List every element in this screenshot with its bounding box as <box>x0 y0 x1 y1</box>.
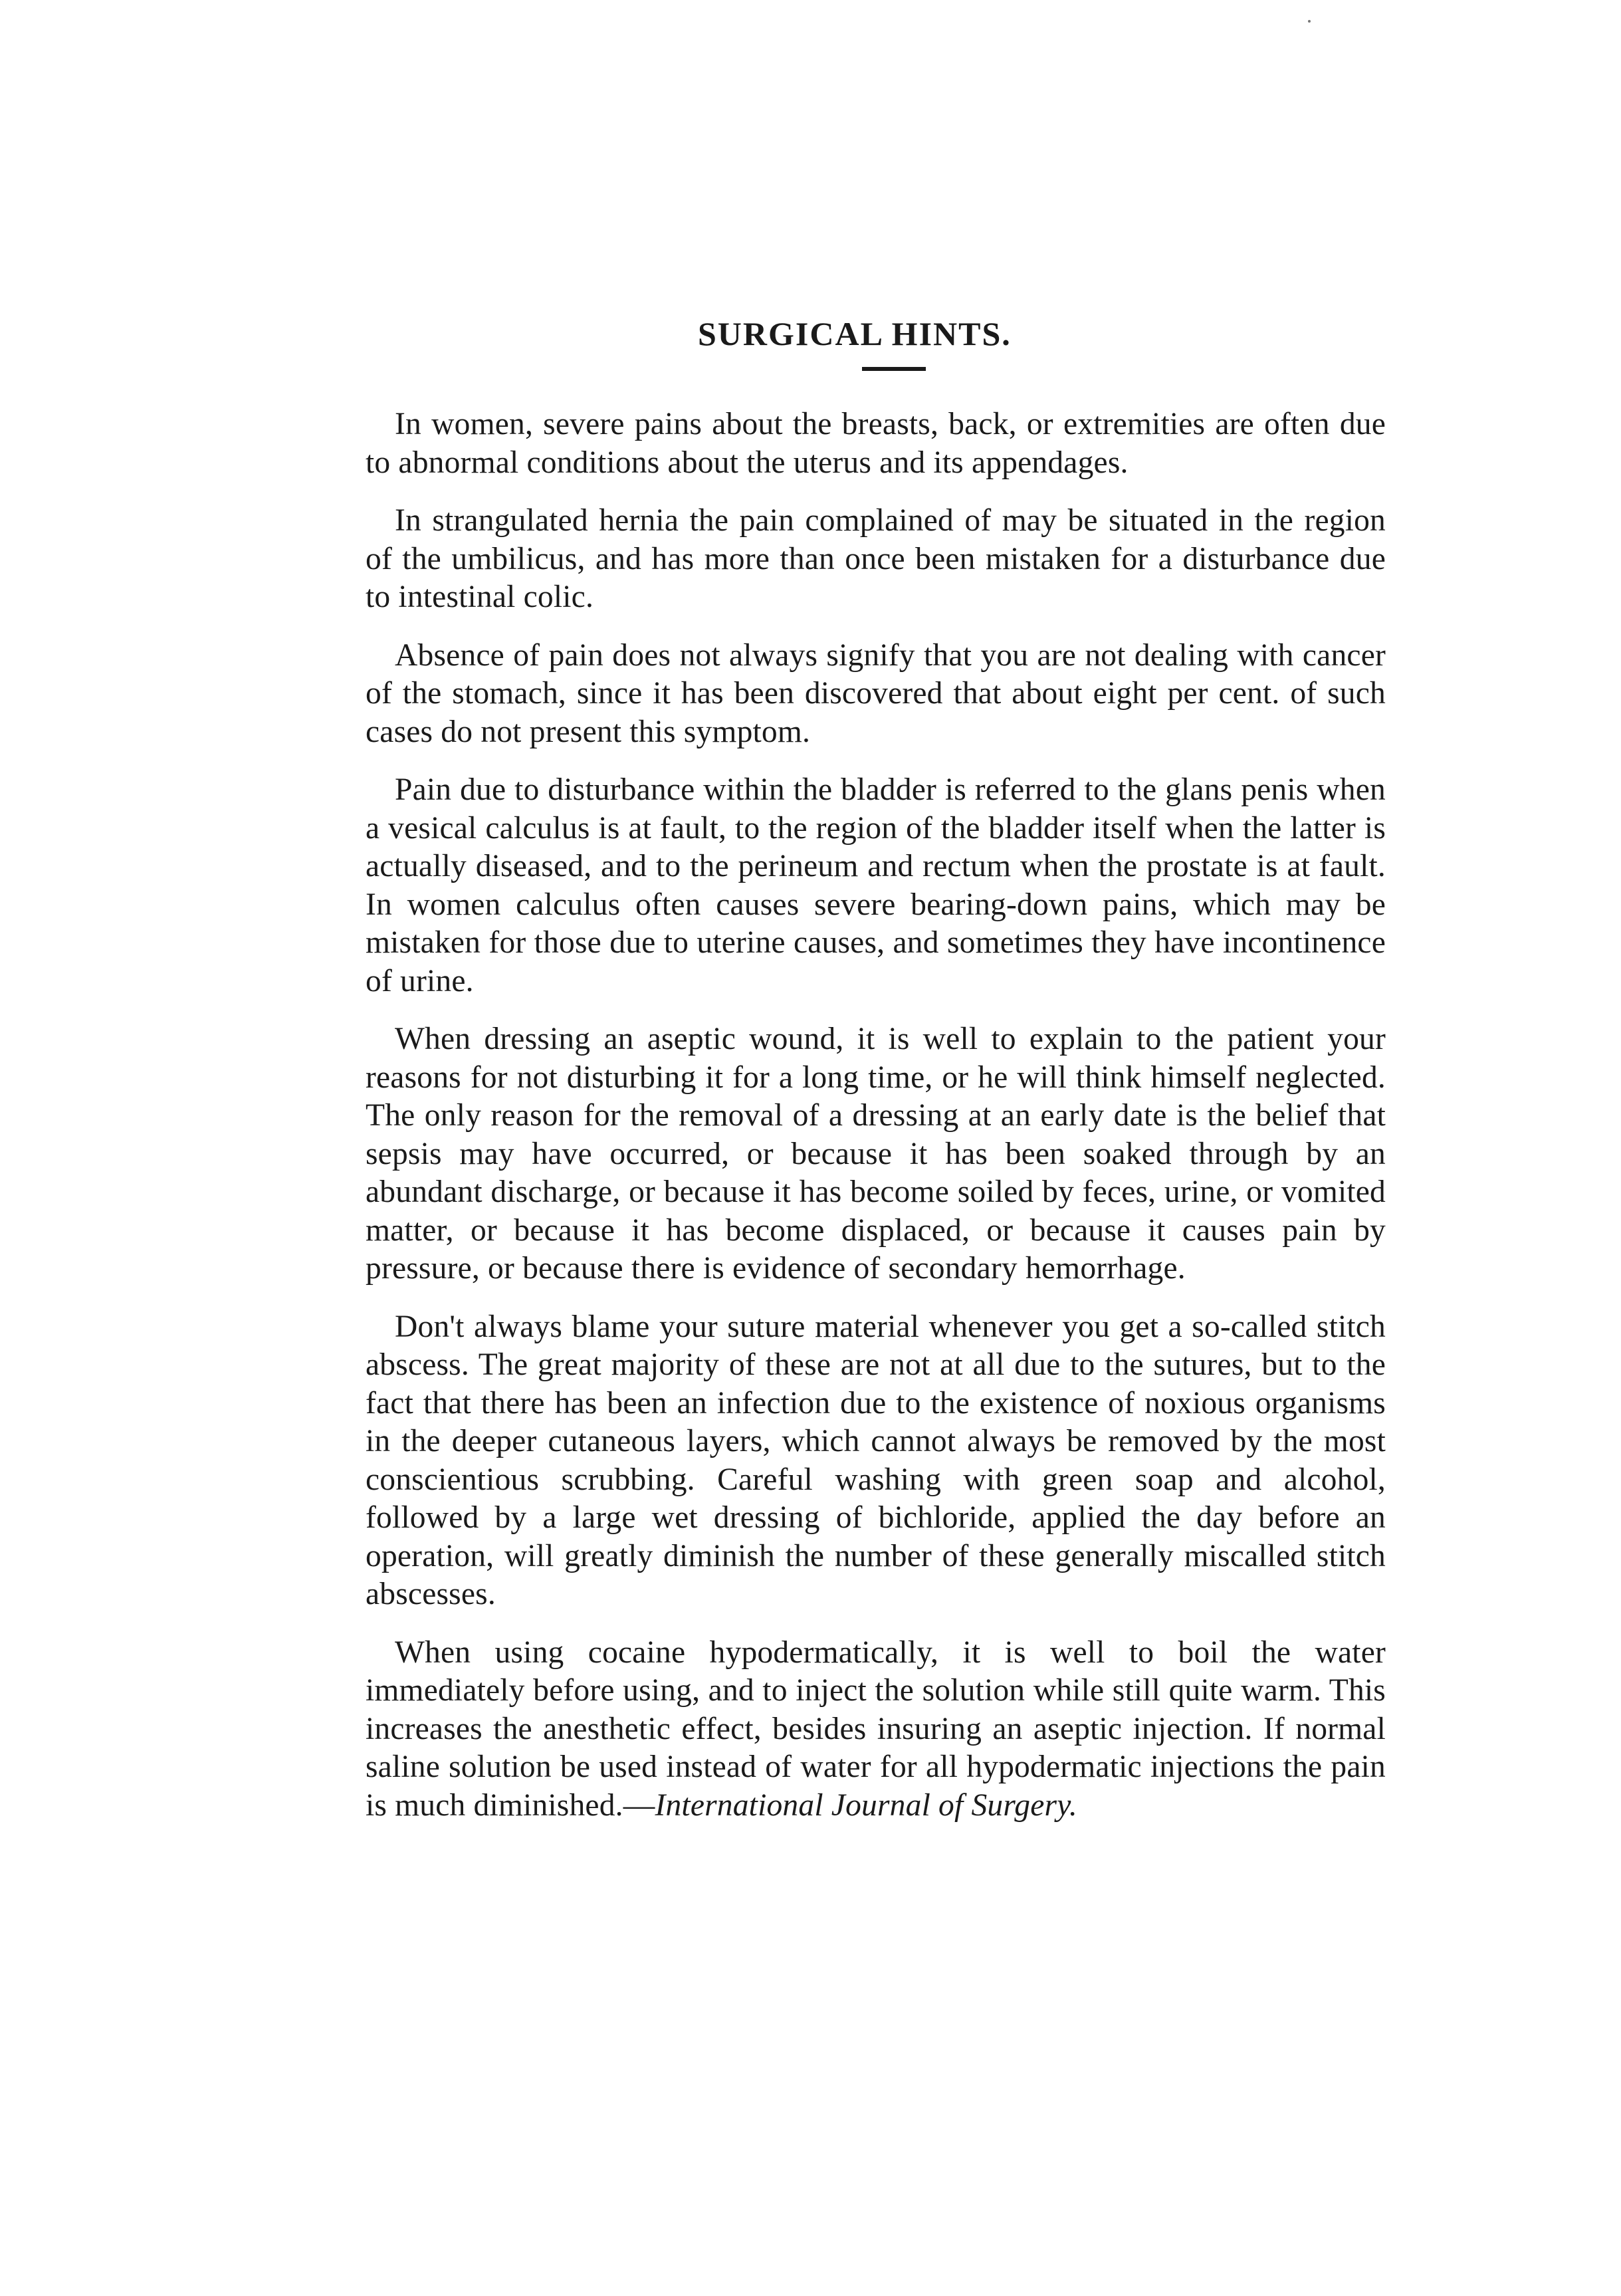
paragraph-bladder-pain: Pain due to disturbance within the bladder is referred to the glans penis when a vesical calculus is at fault, to the region of the bladder itself when the latter is actually diseased, and to the perineum and rectum when the prostate is at fault. In women calculus often causes severe bearing-down pains, which may be mistaken for those due to uterine causes, and sometimes they have incontinence of urine. <box>366 772 1386 998</box>
paragraph-stomach-cancer: Absence of pain does not always signify that you are not dealing with cancer of the stomach, since it has been discovered that about eight per cent. of such cases do not present this symptom. <box>366 637 1386 749</box>
article-title: SURGICAL HINTS. <box>698 315 1012 352</box>
paragraph-women-pains: In women, severe pains about the breasts, back, or extremities are often due to abnormal conditions about the uterus and its appendages. <box>366 407 1386 480</box>
paragraph-strangulated-hernia: In strangulated hernia the pain complained of may be situated in the region of the umbilicus, and has more than once been mistaken for a disturbance due to intestinal colic. <box>366 503 1386 614</box>
corner-speck <box>1308 20 1311 23</box>
source-citation: International Journal of Surgery. <box>655 1787 1077 1823</box>
paragraph-cocaine-text: When using cocaine hypodermatically, it is well to boil the water immediately before using, and to inject the solution while still quite warm. This increases the anesthetic effect, besides insuring an aseptic injection. If normal saline solution be used instead of water for all hypodermatic injections the pain is much diminished.— <box>366 1635 1386 1823</box>
paragraph-stitch-abscess: Don't always blame your suture material whenever you get a so-called stitch abscess. The great majority of these are not at all due to the sutures, but to the fact that there has been an infection due to the existence of noxious organisms in the deeper cutaneous layers, which cannot always be removed by the most conscientious scrubbing. Careful washing with green soap and alcohol, followed by a large wet dressing of bichloride, applied the day before an operation, will greatly diminish the number of these generally miscalled stitch abscesses. <box>366 1309 1386 1611</box>
paragraph-cocaine <box>366 1634 1386 1825</box>
paragraph-aseptic-wound: When dressing an aseptic wound, it is well to explain to the patient your reasons for not disturbing it for a long time, or he will think himself neglected. The only reason for the removal of a dressing at an early date is the belief that sepsis may have occurred, or because it has been soaked through by an abundant discharge, or because it has become soiled by feces, urine, or vomited matter, or because it has become displaced, or because it causes pain by pressure, or because there is evidence of secondary hemorrhage. <box>366 1022 1386 1286</box>
article <box>366 312 1386 1825</box>
title-rule <box>862 367 926 371</box>
